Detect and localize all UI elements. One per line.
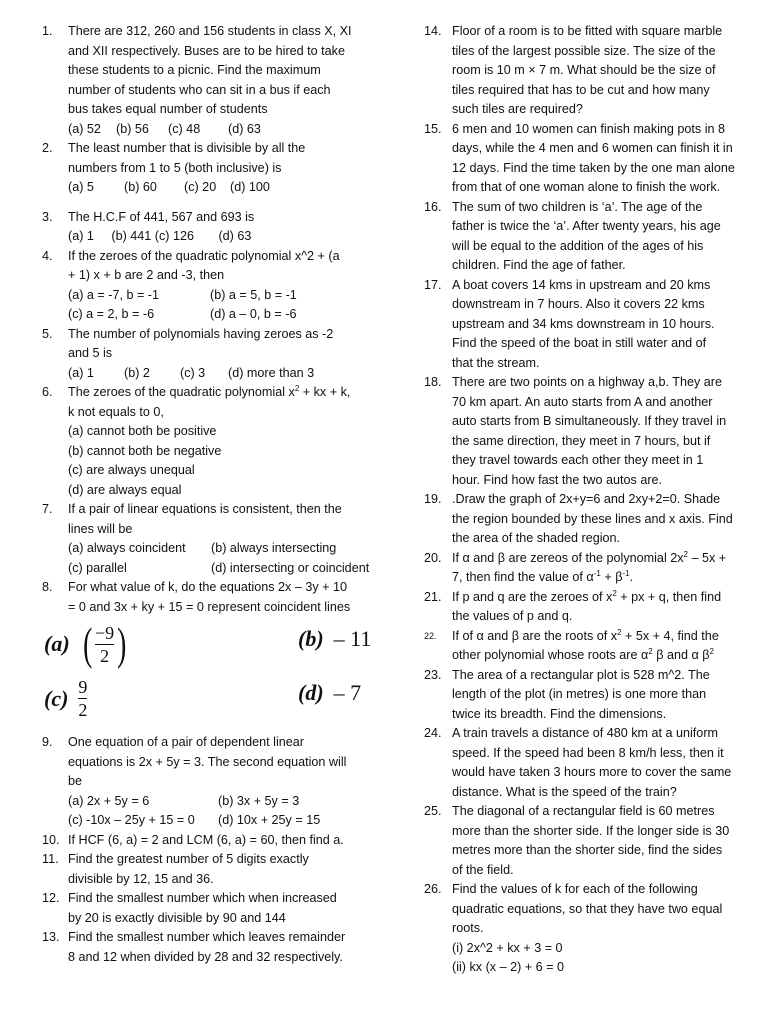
option-c: (c) parallel	[68, 560, 127, 575]
question-16	[424, 198, 754, 276]
option-c: (c) -10x – 25y + 15 = 0	[68, 813, 195, 827]
answer-options	[68, 286, 377, 325]
question-text	[68, 22, 377, 120]
question-number: 1.	[42, 24, 53, 38]
option-b: (b) 3x + 5y = 3	[218, 793, 300, 808]
option-d: (d) a – 0, b = -6	[210, 307, 297, 321]
option-b: (b) cannot both be negative	[68, 443, 222, 458]
question-number: 10.	[42, 832, 60, 847]
question-12	[42, 889, 377, 928]
right-column	[424, 22, 754, 978]
text-line: that the stream.	[452, 355, 540, 370]
text-line: The number of polynomials having zeroes as -2	[68, 326, 334, 341]
text-line: For what value of k, do the equations 2x – 3y + 10	[68, 580, 347, 594]
option-b: (b) 2	[124, 365, 150, 380]
question-number: 16.	[424, 199, 442, 214]
text-line: and XII respectively. Buses are to be hired to take	[68, 43, 345, 58]
question-25	[424, 802, 754, 880]
option-b: (b) always intersecting	[211, 541, 337, 555]
text-line: Floor of a room is to be fitted with square marble	[452, 24, 723, 38]
question-8	[42, 578, 377, 617]
option-c: (c) a = 2, b = -6	[68, 307, 155, 321]
text-line: If the zeroes of the quadratic polynomial x^2 + (a	[68, 248, 340, 263]
option-d: (d) more than 3	[228, 365, 315, 380]
text-line: The diagonal of a rectangular field is 60 metres	[452, 804, 715, 818]
question-6	[42, 383, 377, 500]
question-26	[424, 880, 754, 978]
question-20	[424, 549, 754, 588]
text-line: metres more than the shorter side, find the sides	[452, 843, 723, 857]
question-number: 9.	[42, 735, 53, 749]
text-line: the area of the shaded region.	[452, 531, 621, 545]
answer-options	[68, 120, 377, 140]
sub-part-ii: (ii) kx (x – 2) + 6 = 0	[452, 960, 564, 974]
text-line: 70 km apart. An auto starts from A and another	[452, 394, 713, 409]
text-line: will be equal to the addition of the ages of his	[452, 238, 704, 253]
text-line: auto starts from B simultaneously. If they travel in	[452, 414, 727, 428]
question-23	[424, 666, 754, 725]
text-line: .Draw the graph of 2x+y=6 and 2xy+2=0. Shade	[452, 492, 721, 506]
option-a: (a) a = -7, b = -1	[68, 287, 159, 302]
option-a: (a) 2x + 5y = 6	[68, 793, 150, 808]
question-11	[42, 850, 377, 889]
question-number: 11.	[42, 852, 59, 866]
text-line: 7, then find the value of $\alpha^{-1} + \beta^{-1}$.	[452, 568, 634, 584]
question-number: 19.	[424, 492, 442, 506]
text-line: more than the shorter side. If the longer side is 30	[452, 823, 730, 838]
text-line: A train travels a distance of 480 km at a uniform	[452, 726, 718, 740]
option-a: (a) ( $\frac{-9}{2}$ )	[44, 618, 127, 669]
question-17	[424, 276, 754, 374]
question-7	[42, 500, 377, 578]
text-line: There are 312, 260 and 156 students in class X, XI	[68, 24, 352, 38]
option-a: (a) 52	[68, 121, 101, 136]
option-c: (c) $\frac{9}{2}$	[44, 677, 88, 720]
q8-math-options	[42, 619, 377, 727]
text-line: hour. Find how fast the two autos are.	[452, 472, 663, 487]
text-line: Find the speed of the boat in still water and of	[452, 336, 707, 350]
question-number: 25.	[424, 804, 442, 818]
text-line: roots.	[452, 921, 484, 935]
text-line: father is twice the ‘a’. After twenty years, his age	[452, 219, 721, 233]
text-line: the same direction, they meet in 7 hours, but if	[452, 433, 711, 448]
question-10	[42, 831, 377, 851]
text-line: quadratic equations, so that they have two equal	[452, 901, 723, 916]
question-13	[42, 928, 377, 967]
text-line: from that of one woman alone to finish the work.	[452, 180, 721, 194]
text-line: If α and β are zereos of the polynomial $2x^2 - 5x$ +	[452, 549, 727, 565]
question-18	[424, 373, 754, 490]
option-b: (b) a = 5, b = -1	[210, 287, 297, 302]
text-line: Find the greatest number of 5 digits exactly	[68, 852, 309, 866]
question-22	[424, 627, 754, 666]
text-line: k not equals to 0,	[68, 404, 164, 419]
option-d: (d) 63	[228, 121, 261, 136]
text-line: tiles required that has to be cut and how many	[452, 82, 710, 97]
text-line: divisible by 12, 15 and 36.	[68, 871, 214, 886]
question-number: 24.	[424, 726, 442, 740]
text-line: would have taken 3 hours more to cover the same	[452, 765, 732, 779]
text-line: number of students who can sit in a bus if each	[68, 82, 331, 97]
question-4	[42, 247, 377, 325]
option-c: (c) 20	[184, 180, 217, 194]
question-1	[42, 22, 377, 139]
text-line: Find the values of k for each of the following	[452, 882, 698, 896]
question-21	[424, 588, 754, 627]
question-24	[424, 724, 754, 802]
option-d: (d) are always equal	[68, 482, 182, 497]
text-line: days, while the 4 men and 6 women can finish it in	[452, 141, 733, 155]
answer-options	[68, 364, 377, 384]
option-c: (c) are always unequal	[68, 463, 195, 477]
question-number: 14.	[424, 24, 442, 38]
question-number: 13.	[42, 930, 60, 944]
text-line: = 0 and 3x + ky + 15 = 0 represent coincident lines	[68, 599, 351, 614]
answer-options	[68, 539, 377, 578]
text-line: they travel towards each other they meet in 1	[452, 453, 704, 467]
question-3	[42, 208, 377, 247]
option-d: (d) intersecting or coincident	[211, 560, 370, 575]
text-line: and 5 is	[68, 346, 113, 360]
text-line: One equation of a pair of dependent linear	[68, 735, 304, 749]
question-number: 12.	[42, 891, 60, 905]
option-b: (b) 56	[116, 121, 149, 136]
text-line: Find the smallest number which leaves remainder	[68, 930, 346, 944]
text-line: If a pair of linear equations is consistent, then the	[68, 502, 342, 516]
text-line: 12 days. Find the time taken by the one man alone	[452, 160, 735, 175]
text-line: children. Find the age of father.	[452, 258, 626, 272]
question-19	[424, 490, 754, 549]
answer-options	[68, 178, 377, 198]
answer-options: (a) 1 (b) 441 (c) 126 (d) 63	[68, 229, 252, 243]
text-line: room is 10 m × 7 m. What should be the size of	[452, 63, 716, 77]
question-15	[424, 120, 754, 198]
text-line: + 1) x + b are 2 and -3, then	[68, 268, 225, 282]
question-number: 15.	[424, 121, 442, 136]
option-a: (a) 1	[68, 365, 94, 380]
text-line: distance. What is the speed of the train?	[452, 784, 677, 799]
text-line: such tiles are required?	[452, 102, 583, 116]
text-line: If HCF (6, a) = 2 and LCM (6, a) = 60, then find a.	[68, 832, 344, 847]
text-line: by 20 is exactly divisible by 90 and 144	[68, 910, 286, 925]
fraction: $\frac{-9}{2}$	[94, 622, 115, 666]
question-number: 3.	[42, 209, 53, 224]
text-line: speed. If the speed had been 8 km/h less, then it	[452, 745, 724, 760]
question-number: 18.	[424, 375, 442, 389]
option-d: (d) 100	[230, 180, 270, 194]
text-line: The zeroes of the quadratic polynomial $x^2$ + kx + k,	[68, 383, 351, 399]
text-line: lines will be	[68, 521, 133, 536]
text-line: Find the smallest number which when increased	[68, 891, 337, 905]
option-a: (a) 5	[68, 180, 94, 194]
fraction: $\frac{9}{2}$	[78, 677, 88, 720]
text-line: The sum of two children is ‘a’. The age of the	[452, 199, 703, 214]
option-a: (a) always coincident	[68, 541, 186, 555]
text-line: numbers from 1 to 5 (both inclusive) is	[68, 160, 282, 175]
question-9	[42, 733, 377, 831]
text-line: upstream and 34 kms downstream in 10 hours.	[452, 316, 715, 331]
text-line: The area of a rectangular plot is 528 m^2. The	[452, 667, 710, 682]
option-b: (b) 60	[124, 180, 157, 194]
text-line: equations is 2x + 5y = 3. The second equation will	[68, 754, 347, 769]
text-line: the values of p and q.	[452, 609, 573, 623]
question-2	[42, 139, 377, 198]
question-number: 7.	[42, 502, 53, 516]
question-number: 4.	[42, 248, 53, 263]
question-number: 6.	[42, 385, 53, 399]
question-5	[42, 325, 377, 384]
question-number: 22.	[424, 630, 437, 641]
question-number: 8.	[42, 580, 53, 594]
text-line: A boat covers 14 kms in upstream and 20 kms	[452, 277, 711, 292]
question-number: 26.	[424, 882, 442, 896]
option-c: (c) 3	[180, 365, 206, 380]
text-line: twice its breadth. Find the dimensions.	[452, 706, 667, 721]
option-d: (d) 10x + 25y = 15	[218, 813, 321, 827]
text-line: downstream in 7 hours. Also it covers 22 kms	[452, 297, 705, 311]
text-line: The H.C.F of 441, 567 and 693 is	[68, 209, 255, 224]
text-line: If of α and β are the roots of $x^2 + 5x + 4$, find the	[452, 627, 719, 643]
option-b: (b) – 11	[298, 626, 372, 651]
text-line: be	[68, 774, 83, 788]
question-number: 20.	[424, 550, 442, 565]
text-line: 6 men and 10 women can finish making pots in 8	[452, 121, 726, 136]
text-line: tiles of the largest possible size. The size of the	[452, 43, 716, 58]
text-line: other polynomial whose roots are $\alpha^2$ β and α $\beta^2$	[452, 646, 714, 662]
text-line: bus takes equal number of students	[68, 102, 268, 116]
question-number: 17.	[424, 277, 442, 292]
text-line: If p and q are the zeroes of $x^2$ + px + q, then find	[452, 588, 722, 604]
question-number: 2.	[42, 141, 53, 155]
option-c: (c) 48	[168, 121, 201, 136]
option-a: (a) cannot both be positive	[68, 424, 217, 438]
answer-options	[68, 792, 377, 831]
question-number: 5.	[42, 326, 53, 341]
text-line: these students to a picnic. Find the maximum	[68, 63, 321, 77]
text-line: of the field.	[452, 862, 514, 877]
text-line: length of the plot (in metres) is one more than	[452, 687, 707, 701]
option-d: (d) – 7	[298, 680, 362, 705]
question-14	[424, 22, 754, 120]
question-number: 21.	[424, 589, 442, 604]
question-number: 23.	[424, 667, 442, 682]
text-line: There are two points on a highway a,b. They are	[452, 375, 722, 389]
text-line: The least number that is divisible by all the	[68, 141, 306, 155]
text-line: the region bounded by these lines and x axis. Find	[452, 511, 733, 526]
text-line: 8 and 12 when divided by 28 and 32 respectively.	[68, 949, 343, 964]
left-column	[42, 22, 377, 967]
sub-part-i: (i) 2x^2 + kx + 3 = 0	[452, 940, 563, 955]
